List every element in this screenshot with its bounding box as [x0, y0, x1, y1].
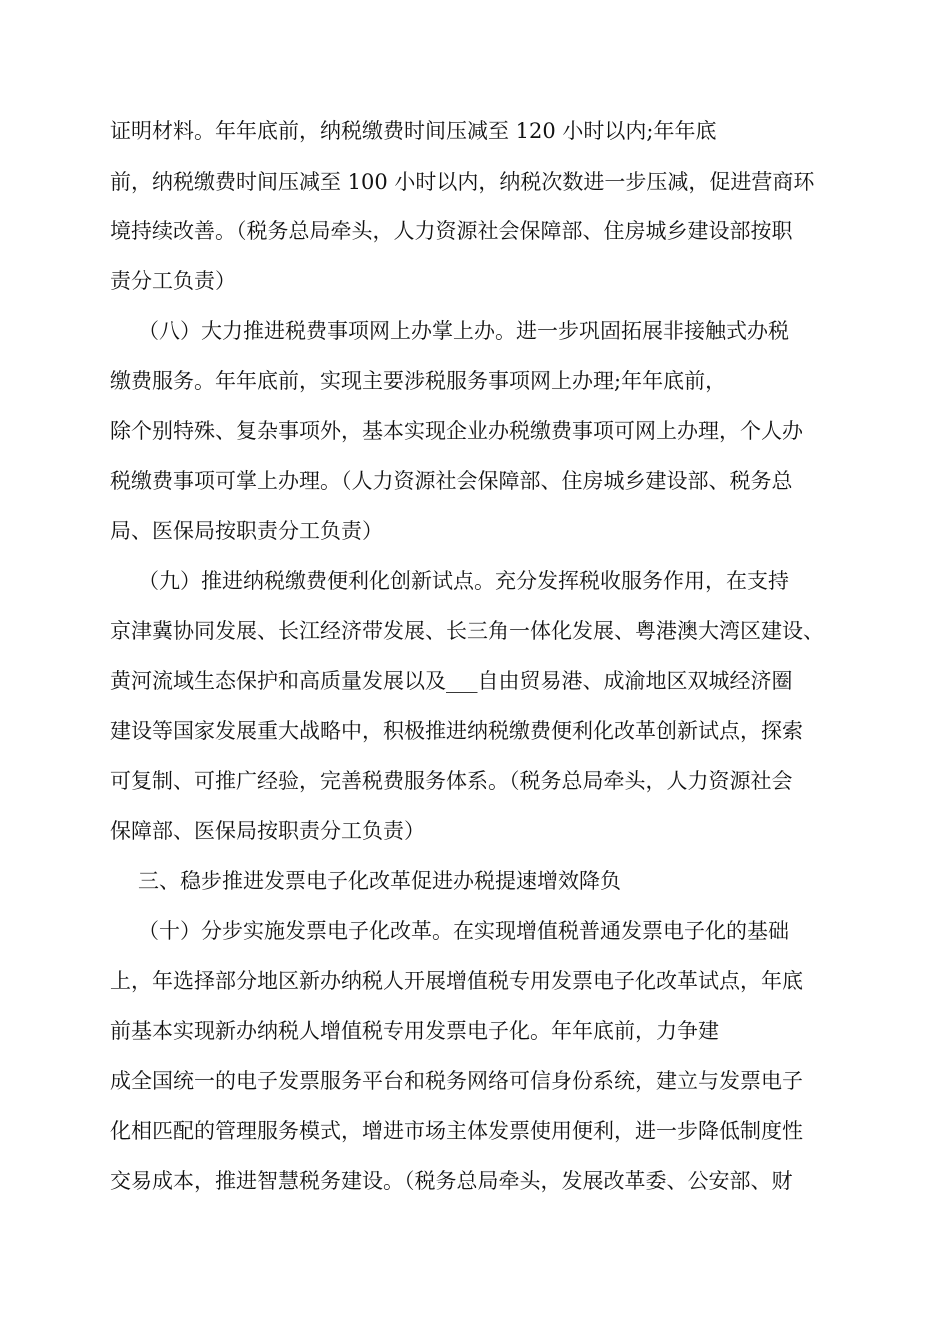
text-line: 责分工负责）	[110, 269, 236, 293]
paragraph-start-line: （十）分步实施发票电子化改革。在实现增值税普通发票电子化的基础	[138, 919, 789, 943]
section-heading: 三、稳步推进发票电子化改革促进办税提速增效降负	[138, 869, 621, 893]
text-line: 上，年选择部分地区新办纳税人开展增值税专用发票电子化改革试点，年底	[110, 969, 803, 993]
text-line: 可复制、可推广经验，完善税费服务体系。（税务总局牵头，人力资源社会	[110, 769, 793, 793]
text-line: 交易成本，推进智慧税务建设。（税务总局牵头，发展改革委、公安部、财	[110, 1169, 793, 1193]
paragraph-start-line: （八）大力推进税费事项网上办掌上办。进一步巩固拓展非接触式办税	[138, 319, 789, 343]
text-line: 缴费服务。年年底前，实现主要涉税服务事项网上办理;年年底前，	[110, 369, 727, 393]
text-line: 证明材料。年年底前，纳税缴费时间压减至 120 小时以内;年年底	[110, 119, 717, 143]
text-line: 黄河流域生态保护和高质量发展以及___自由贸易港、成渝地区双城经济圈	[110, 669, 793, 693]
text-line: 局、医保局按职责分工负责）	[110, 519, 383, 543]
text-line: 前基本实现新办纳税人增值税专用发票电子化。年年底前，力争建	[110, 1019, 719, 1043]
text-line: 税缴费事项可掌上办理。（人力资源社会保障部、住房城乡建设部、税务总	[110, 469, 793, 493]
text-line: 成全国统一的电子发票服务平台和税务网络可信身份系统，建立与发票电子	[110, 1069, 803, 1093]
text-line: 除个别特殊、复杂事项外，基本实现企业办税缴费事项可网上办理，个人办	[110, 419, 803, 443]
text-line: 建设等国家发展重大战略中，积极推进纳税缴费便利化改革创新试点，探索	[110, 719, 803, 743]
text-line: 境持续改善。（税务总局牵头，人力资源社会保障部、住房城乡建设部按职	[110, 219, 793, 243]
text-line: 京津冀协同发展、长江经济带发展、长三角一体化发展、粤港澳大湾区建设、	[110, 619, 824, 643]
text-line: 前，纳税缴费时间压减至 100 小时以内，纳税次数进一步压减，促进营商环	[110, 170, 815, 194]
paragraph-start-line: （九）推进纳税缴费便利化创新试点。充分发挥税收服务作用，在支持	[138, 569, 789, 593]
text-line: 化相匹配的管理服务模式，增进市场主体发票使用便利，进一步降低制度性	[110, 1119, 803, 1143]
text-line: 保障部、医保局按职责分工负责）	[110, 819, 425, 843]
